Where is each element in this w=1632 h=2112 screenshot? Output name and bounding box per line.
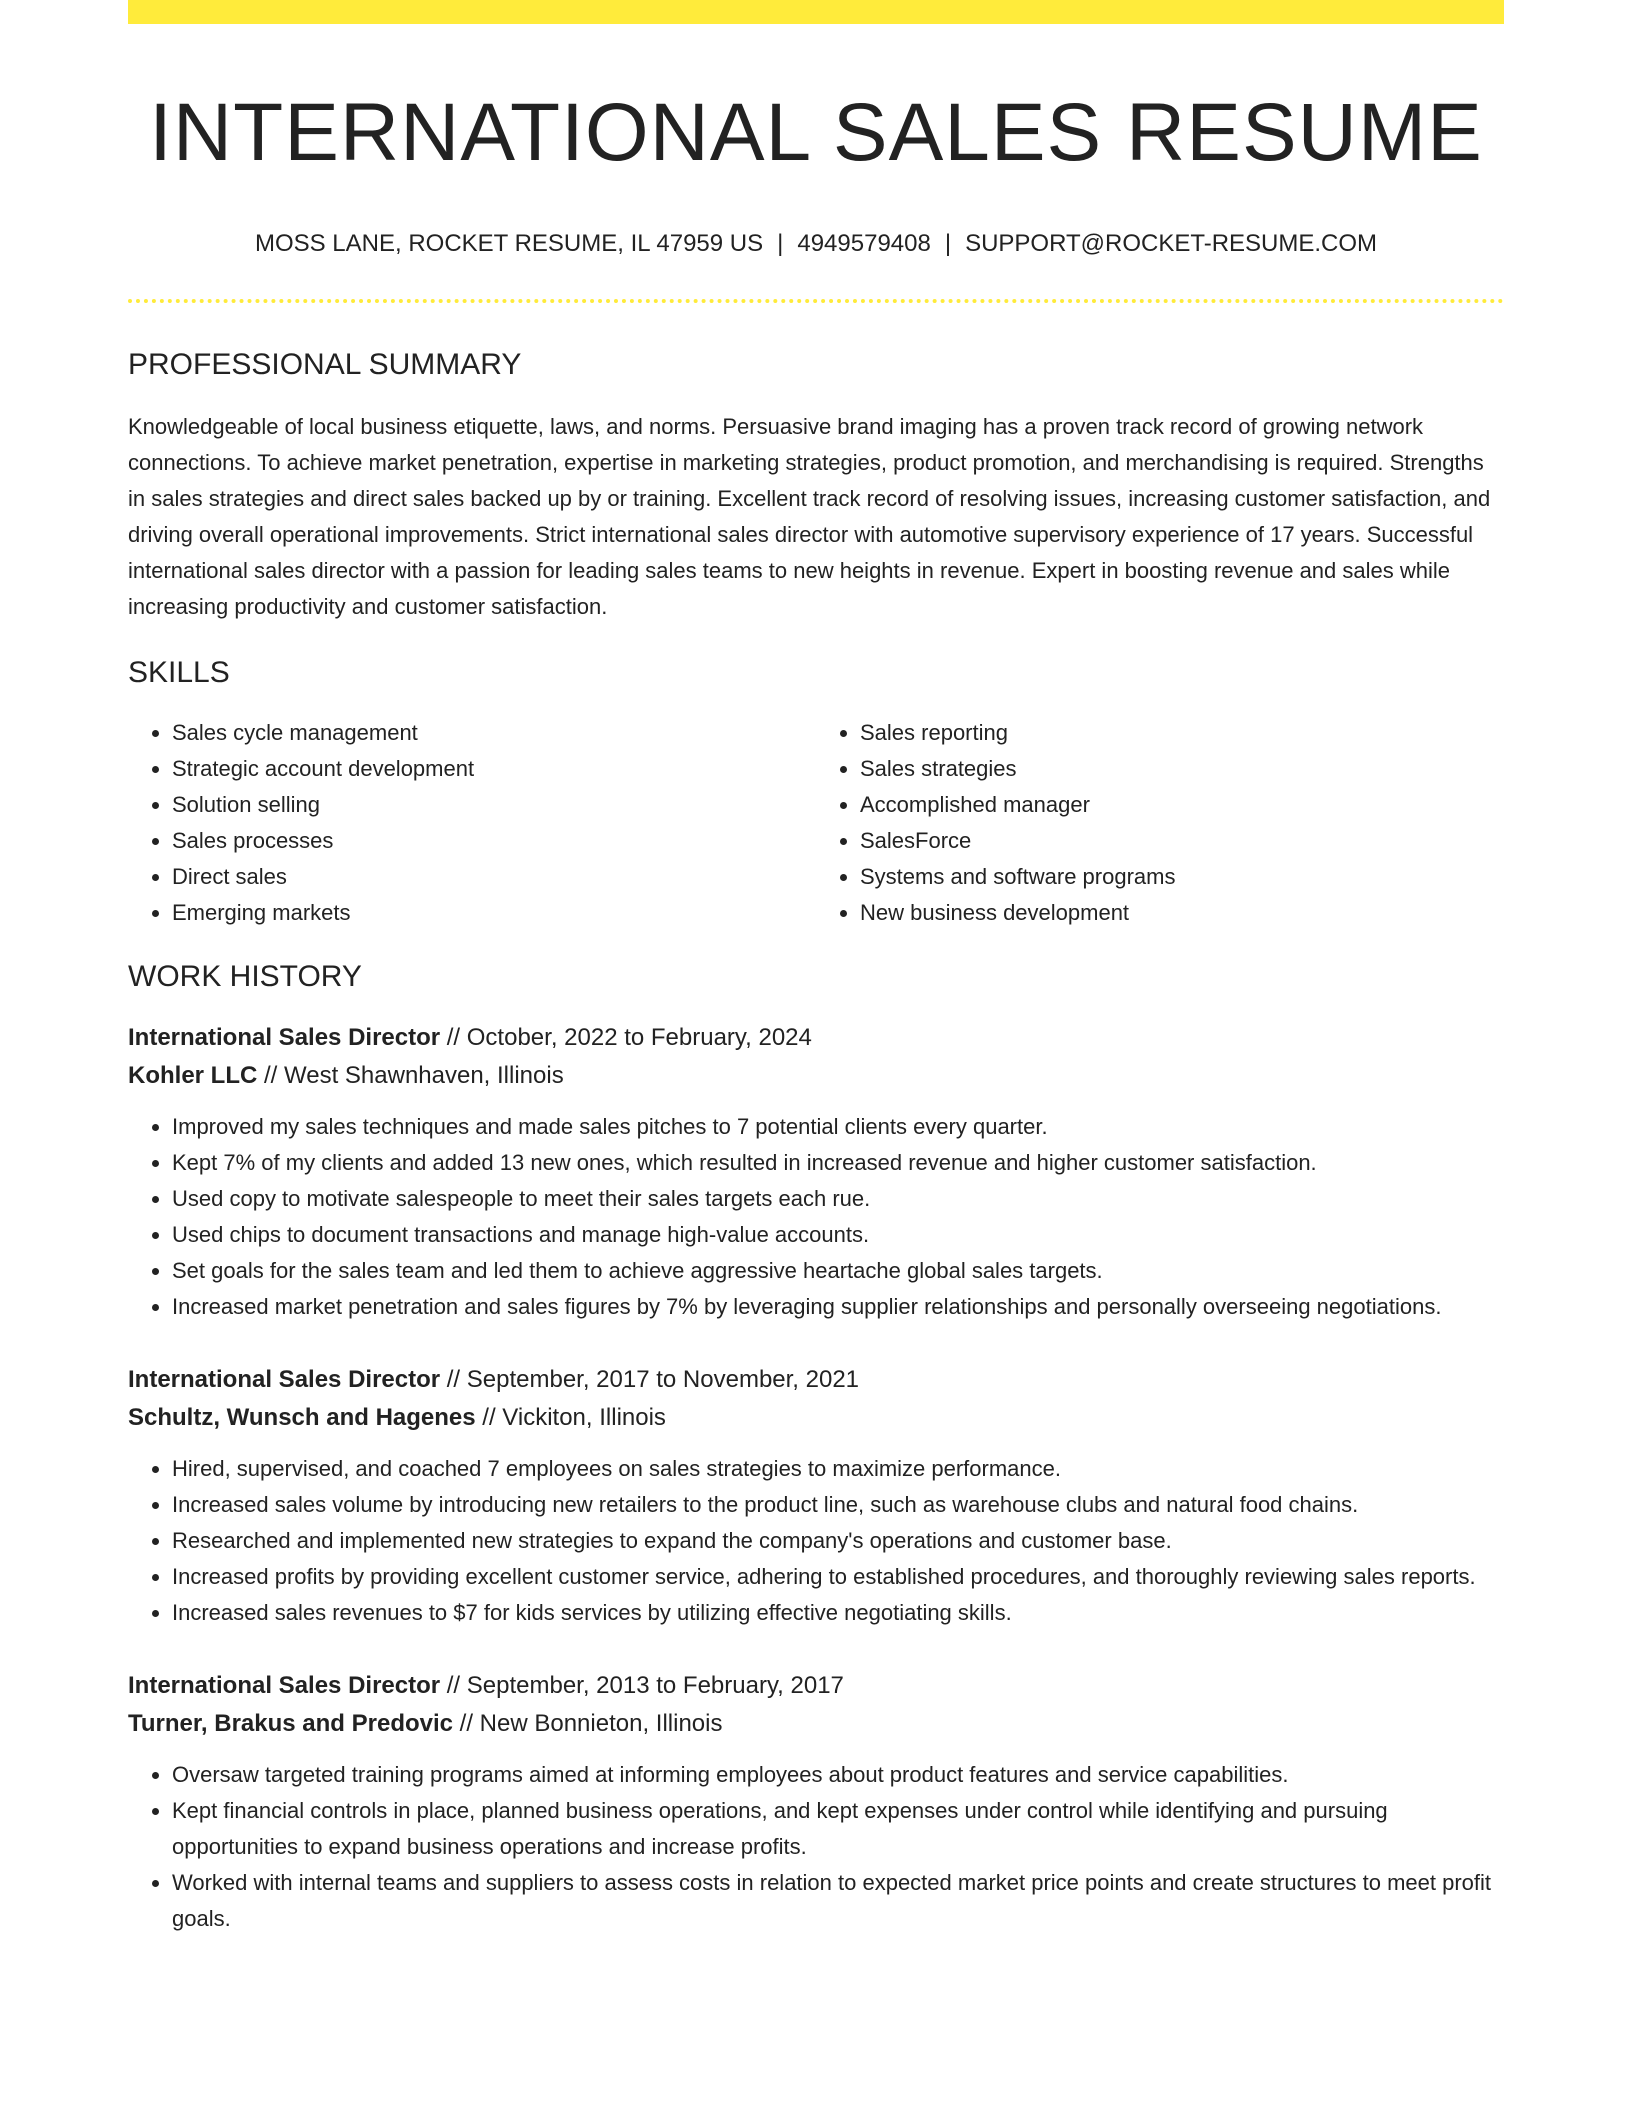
- skill-item: • Solution selling: [172, 787, 816, 823]
- job-bullet: • Oversaw targeted training programs aimed at informing employees about product features and service capabilities.: [172, 1757, 1504, 1793]
- job-bullets: [128, 1109, 1504, 1325]
- job-separator: //: [475, 1404, 503, 1432]
- job-location: New Bonnieton, Illinois: [479, 1710, 723, 1738]
- job-role-line: [128, 1667, 1504, 1705]
- skills-heading: SKILLS: [128, 656, 230, 690]
- job-bullet: • Increased sales volume by introducing new retailers to the product line, such as warehouse clubs and natural food chains.: [172, 1487, 1504, 1523]
- job-bullet: • Hired, supervised, and coached 7 employees on sales strategies to maximize performance.: [172, 1451, 1504, 1487]
- job-separator: //: [440, 1672, 467, 1700]
- job-company: Schultz, Wunsch and Hagenes: [128, 1404, 476, 1432]
- job-dates: September, 2017 to November, 2021: [466, 1366, 860, 1394]
- job-location: West Shawnhaven, Illinois: [284, 1062, 564, 1090]
- job-bullets: [128, 1757, 1504, 1937]
- job-bullet: • Worked with internal teams and suppliers to assess costs in relation to expected market price points and create structures to meet profit goals.: [172, 1865, 1504, 1937]
- skill-item: • Strategic account development: [172, 751, 816, 787]
- contact-address: MOSS LANE, ROCKET RESUME, IL 47959 US: [254, 230, 764, 258]
- skill-item: • Sales cycle management: [172, 715, 816, 751]
- skill-item: • New business development: [860, 895, 1504, 931]
- job-entry: [128, 1667, 1504, 1937]
- resume-page: [128, 0, 1504, 1937]
- job-bullet: • Increased profits by providing excellent customer service, adhering to established procedures, and thoroughly reviewing sales reports.: [172, 1559, 1504, 1595]
- skill-item: • Direct sales: [172, 859, 816, 895]
- skills-list: [128, 715, 1504, 931]
- job-separator: //: [453, 1710, 480, 1738]
- job-company-line: [128, 1057, 1504, 1095]
- job-role-line: [128, 1019, 1504, 1057]
- job-bullet: • Kept financial controls in place, planned business operations, and kept expenses under control while identifying and pursuing opportunities to expand business operations and increase profits.: [172, 1793, 1504, 1865]
- resume-title: INTERNATIONAL SALES RESUME: [149, 87, 1483, 178]
- job-location: Vickiton, Illinois: [502, 1404, 666, 1432]
- job-separator: //: [440, 1366, 467, 1394]
- contact-line: [128, 230, 1504, 259]
- skill-item: • Emerging markets: [172, 895, 816, 931]
- job-bullet: • Set goals for the sales team and led them to achieve aggressive heartache global sales targets.: [172, 1253, 1504, 1289]
- contact-phone: 4949579408: [797, 230, 931, 258]
- skill-item: • Sales reporting: [860, 715, 1504, 751]
- skill-item: • Sales processes: [172, 823, 816, 859]
- work-history-heading: WORK HISTORY: [128, 960, 362, 994]
- job-dates: September, 2013 to February, 2017: [466, 1672, 844, 1700]
- job-company-line: [128, 1705, 1504, 1743]
- skill-item: • Systems and software programs: [860, 859, 1504, 895]
- skill-item: • Accomplished manager: [860, 787, 1504, 823]
- contact-email: SUPPORT@ROCKET-RESUME.COM: [965, 230, 1378, 258]
- job-dates: October, 2022 to February, 2024: [466, 1024, 812, 1052]
- job-entry: [128, 1361, 1504, 1631]
- job-bullet: • Increased sales revenues to $7 for kids services by utilizing effective negotiating skills.: [172, 1595, 1504, 1631]
- job-separator: //: [257, 1062, 284, 1090]
- skill-item: • Sales strategies: [860, 751, 1504, 787]
- job-bullet: • Researched and implemented new strategies to expand the company's operations and customer base.: [172, 1523, 1504, 1559]
- skills-column-left: [128, 715, 816, 931]
- skills-column-right: [816, 715, 1504, 931]
- job-company-line: [128, 1399, 1504, 1437]
- job-bullet: • Kept 7% of my clients and added 13 new ones, which resulted in increased revenue and higher customer satisfaction.: [172, 1145, 1504, 1181]
- job-bullet: • Used chips to document transactions and manage high-value accounts.: [172, 1217, 1504, 1253]
- job-role: International Sales Director: [128, 1366, 441, 1394]
- job-company: Kohler LLC: [128, 1062, 258, 1090]
- job-bullets: [128, 1451, 1504, 1631]
- job-bullet: • Improved my sales techniques and made sales pitches to 7 potential clients every quarter.: [172, 1109, 1504, 1145]
- job-entry: [128, 1019, 1504, 1325]
- contact-separator: |: [944, 230, 952, 258]
- summary-text: Knowledgeable of local business etiquette, laws, and norms. Persuasive brand imaging has a proven track record of growing network connections. To achieve market penetration, expertise in marketing strategies, product promotion, and merchandising is required. Strengths in sales strategies and direct sales backed up by or training. Excellent track record of resolving issues, increasing customer satisfaction, and driving overall operational improvements. Strict international sales director with automotive supervisory experience of 17 years. Successful international sales director with a passion for leading sales teams to new heights in revenue. Expert in boosting revenue and sales while increasing productivity and customer satisfaction.: [128, 414, 1491, 620]
- job-role-line: [128, 1361, 1504, 1399]
- job-bullet: • Increased market penetration and sales figures by 7% by leveraging supplier relationships and personally overseeing negotiations.: [172, 1289, 1504, 1325]
- header-divider: [128, 299, 1504, 303]
- top-accent-bar: [128, 0, 1504, 24]
- job-bullet: • Used copy to motivate salespeople to meet their sales targets each rue.: [172, 1181, 1504, 1217]
- job-role: International Sales Director: [128, 1672, 441, 1700]
- contact-separator: |: [777, 230, 784, 258]
- summary-heading: PROFESSIONAL SUMMARY: [128, 348, 522, 382]
- job-role: International Sales Director: [128, 1024, 441, 1052]
- job-company: Turner, Brakus and Predovic: [128, 1710, 453, 1738]
- skill-item: • SalesForce: [860, 823, 1504, 859]
- job-separator: //: [440, 1024, 467, 1052]
